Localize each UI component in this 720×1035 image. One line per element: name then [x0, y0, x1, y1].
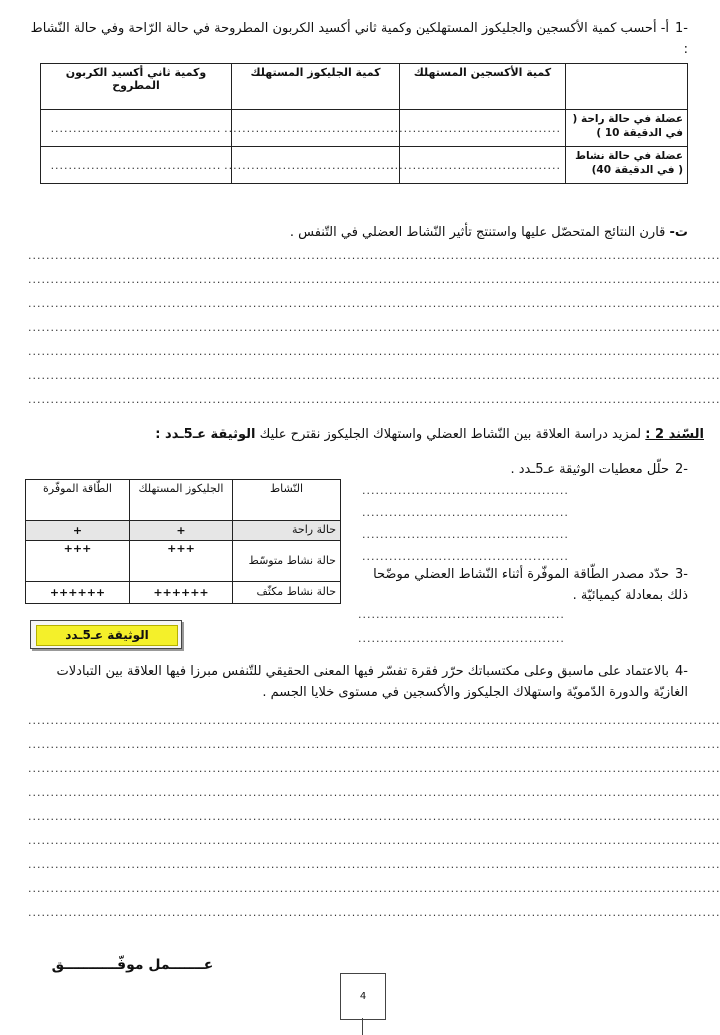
results-header-glucose: كمية الجليكوز المستهلك [232, 64, 400, 110]
answer-line[interactable]: .............................................. [362, 506, 569, 519]
question-3-text: حدّد مصدر الطّاقة الموفّرة أثناء النّشاط العضلي موضّحا ذلك بمعادلة كيميائيّة . [373, 567, 688, 603]
document-2-ref: الوثيقة عـ5ـدد : [155, 427, 256, 442]
answer-line[interactable]: .......................................................................................................................................................... [28, 714, 720, 727]
doc-table-header-activity: النّشاط [233, 480, 341, 521]
results-cell-input[interactable]: ...................................... [400, 110, 566, 147]
results-cell-input[interactable]: ...................................... [232, 110, 400, 147]
results-cell-input[interactable]: ...................................... [41, 110, 232, 147]
answer-line[interactable]: .......................................................................................................................................................... [28, 345, 720, 358]
answer-line[interactable]: .......................................................................................................................................................... [28, 369, 720, 382]
question-3 [360, 564, 688, 606]
answer-line[interactable]: .......................................................................................................................................................... [28, 810, 720, 823]
results-header-co2: وكمية ثاني أكسيد الكربون المطروح [41, 64, 232, 110]
results-header-oxygen: كمية الأكسجين المستهلك [400, 64, 566, 110]
answer-line[interactable]: .......................................................................................................................................................... [28, 762, 720, 775]
document-5-badge [30, 620, 182, 649]
question-1b-text: قارن النتائج المتحصّل عليها واستنتج تأثير النّشاط العضلي في التّنفس . [289, 225, 666, 240]
document-5-table [25, 479, 341, 604]
question-2 [360, 459, 688, 480]
question-1b [30, 222, 688, 243]
question-4 [30, 661, 688, 703]
document-5-badge-label: الوثيقة عـ5ـدد [36, 625, 178, 646]
doc-table-glucose-value: + [130, 520, 233, 540]
answer-line[interactable]: .............................................. [362, 484, 569, 497]
answer-line[interactable]: .............................................. [358, 608, 565, 621]
answer-line[interactable]: .......................................................................................................................................................... [28, 858, 720, 871]
answer-line[interactable]: .......................................................................................................................................................... [28, 786, 720, 799]
doc-table-header-glucose: الجليكوز المستهلك [130, 480, 233, 521]
results-cell-input[interactable]: ...................................... [41, 147, 232, 184]
document-2-text: لمزيد دراسة العلاقة بين النّشاط العضلي واستهلاك الجليكوز نقترح عليك [259, 427, 642, 442]
results-table [40, 63, 688, 184]
doc-table-glucose-value: +++ [130, 540, 233, 581]
answer-line[interactable]: .............................................. [358, 632, 565, 645]
doc-table-energy-value: +++ [26, 540, 130, 581]
question-4-number: -4 [675, 664, 688, 679]
answer-line[interactable]: .......................................................................................................................................................... [28, 249, 720, 262]
answer-line[interactable]: .......................................................................................................................................................... [28, 321, 720, 334]
doc-table-glucose-value: ++++++ [130, 581, 233, 603]
doc-table-energy-value: + [26, 520, 130, 540]
answer-line[interactable]: .......................................................................................................................................................... [28, 834, 720, 847]
doc-table-row-label: حالة نشاط متوسّط [233, 540, 341, 581]
document-2-intro [30, 424, 704, 445]
question-4-text: بالاعتماد على ماسبق وعلى مكتسباتك حرّر فقرة تفسّر فيها المعنى الحقيقي للتّنفس مبرزا فيها العلاقة بين التبادلات الغازيّة والدورة الدّمويّة واستهلاك الجليكوز والأكسجين في مستوى خلايا الجسم . [56, 664, 688, 700]
question-1-number: -1 [675, 21, 688, 36]
results-row-rest-label: عضلة في حالة راحة ( في الدقيقة 10 ) [566, 110, 688, 147]
answer-line[interactable]: .......................................................................................................................................................... [28, 738, 720, 751]
question-2-text: حلّل معطيات الوثيقة عـ5ـدد . [510, 462, 670, 477]
answer-line[interactable]: .......................................................................................................................................................... [28, 273, 720, 286]
good-luck-text: عـــــــمل موفّـــــــــــق [51, 957, 214, 973]
answer-line[interactable]: .......................................................................................................................................................... [28, 297, 720, 310]
document-2-label: السّند 2 : [645, 427, 704, 442]
question-3-number: -3 [675, 567, 688, 582]
page-number: 4 [340, 973, 386, 1020]
answer-line[interactable]: .......................................................................................................................................................... [28, 393, 720, 406]
doc-table-row-label: حالة نشاط مكثّف [233, 581, 341, 603]
question-1b-prefix: ت- [669, 225, 688, 240]
question-1 [30, 18, 688, 60]
doc-table-energy-value: ++++++ [26, 581, 130, 603]
results-cell-input[interactable]: ...................................... [232, 147, 400, 184]
answer-line[interactable]: .......................................................................................................................................................... [28, 882, 720, 895]
answer-line[interactable]: .......................................................................................................................................................... [28, 906, 720, 919]
answer-line[interactable]: .............................................. [362, 528, 569, 541]
answer-line[interactable]: .............................................. [362, 550, 569, 563]
question-1-text: أ- أحسب كمية الأكسجين والجليكوز المستهلكين وكمية ثاني أكسيد الكربون المطروحة في حالة الرّاحة وفي حالة النّشاط : [30, 21, 688, 57]
doc-table-row-label: حالة راحة [233, 520, 341, 540]
results-cell-input[interactable]: ...................................... [400, 147, 566, 184]
results-table-corner [566, 64, 688, 110]
page-number-stem [362, 1018, 363, 1035]
question-2-number: -2 [675, 462, 688, 477]
results-row-active-label: عضلة في حالة نشاط ( في الدقيقة 40) [566, 147, 688, 184]
doc-table-header-energy: الطّاقة الموفّرة [26, 480, 130, 521]
